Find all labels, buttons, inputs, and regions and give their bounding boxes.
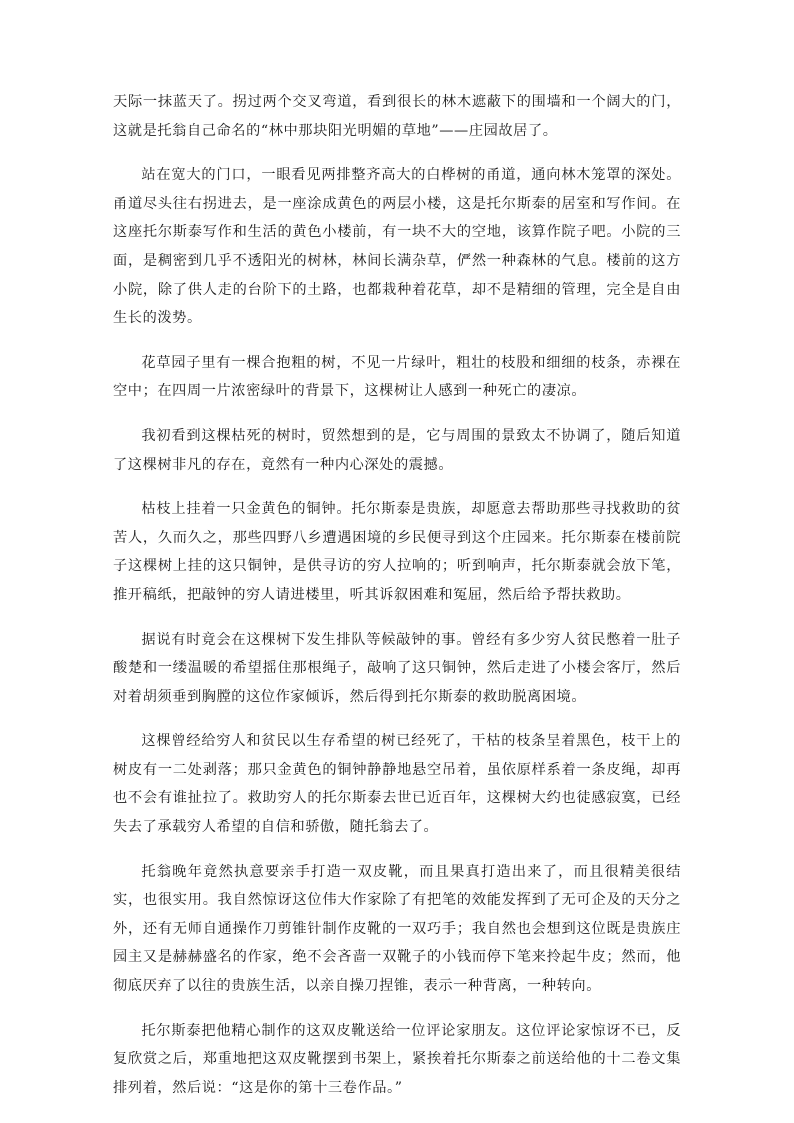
paragraph-1: 天际一抹蓝天了。拐过两个交叉弯道，看到很长的林木遮蔽下的围墙和一个阔大的门，这就是托翁自己命名的“林中那块阳光明媚的草地”——庄园故居了。 — [113, 94, 681, 139]
paragraph-4: 我初看到这棵枯死的树时，贸然想到的是，它与周围的景致太不协调了，随后知道了这棵树非凡的存在，竟然有一种内心深处的震撼。 — [113, 427, 681, 473]
paragraph-9: 托尔斯泰把他精心制作的这双皮靴送给一位评论家朋友。这位评论家惊讶不已，反复欣赏之后，郑重地把这双皮靴摆到书架上，紧挨着托尔斯泰之前送给他的十二卷文集排列着，然后说：“这是你的第十三卷作品。” — [113, 1022, 681, 1096]
paragraph-7: 这棵曾经给穷人和贫民以生存希望的树已经死了，干枯的枝条呈着黑色，枝干上的树皮有一二处剥落；那只金黄色的铜钟静静地悬空吊着，虽依原样系着一条皮绳，却再也不会有谁扯拉了。救助穷人的托尔斯泰去世已近百年，这棵树大约也徒感寂寞，已经失去了承载穷人希望的自信和骄傲，随托翁去了。 — [113, 733, 681, 836]
paragraph-5: 枯枝上挂着一只金黄色的铜钟。托尔斯泰是贵族，却愿意去帮助那些寻找救助的贫苦人，久而久之，那些四野八乡遭遇困境的乡民便寻到这个庄园来。托尔斯泰在楼前院子这棵树上挂的这只铜钟，是供寻访的穷人拉响的；听到响声，托尔斯泰就会放下笔，推开稿纸，把敲钟的穷人请进楼里，听其诉叙困难和冤屈，然后给予帮扶救助。 — [113, 501, 681, 603]
paragraph-6: 据说有时竟会在这棵树下发生排队等候敲钟的事。曾经有多少穷人贫民憋着一肚子酸楚和一缕温暖的希望摇住那根绳子，敲响了这只铜钟，然后走进了小楼会客厅，然后对着胡须垂到胸膛的这位作家倾诉，然后得到托尔斯泰的救助脱离困境。 — [113, 631, 681, 705]
paragraph-3: 花草园子里有一棵合抱粗的树，不见一片绿叶，粗壮的枝股和细细的枝条，赤裸在空中；在四周一片浓密绿叶的背景下，这棵树让人感到一种死亡的凄凉。 — [113, 354, 681, 400]
paragraph-8: 托翁晚年竟然执意要亲手打造一双皮靴，而且果真打造出来了，而且很精美很结实，也很实用。我自然惊讶这位伟大作家除了有把笔的效能发挥到了无可企及的天分之外，还有无师自通操作刀剪锥针制作皮靴的一双巧手；我自然也会想到这位既是贵族庄园主又是赫赫盛名的作家，绝不会吝啬一双靴子的小钱而停下笔来拎起牛皮；然而，他彻底厌弃了以往的贵族生活，以亲自操刀捏锥，表示一种背离，一种转向。 — [113, 863, 681, 995]
paragraph-2: 站在宽大的门口，一眼看见两排整齐高大的白桦树的甬道，通向林木笼罩的深处。甬道尽头往右拐进去，是一座涂成黄色的两层小楼，这是托尔斯泰的居室和写作间。在这座托尔斯泰写作和生活的黄色小楼前，有一块不大的空地，该算作院子吧。小院的三面，是稠密到几乎不透阳光的树林，林间长满杂草，俨然一种森林的气息。楼前的这方小院，除了供人走的台阶下的土路，也都栽种着花草，却不是精细的管理，完全是自由生长的泼势。 — [113, 167, 681, 327]
